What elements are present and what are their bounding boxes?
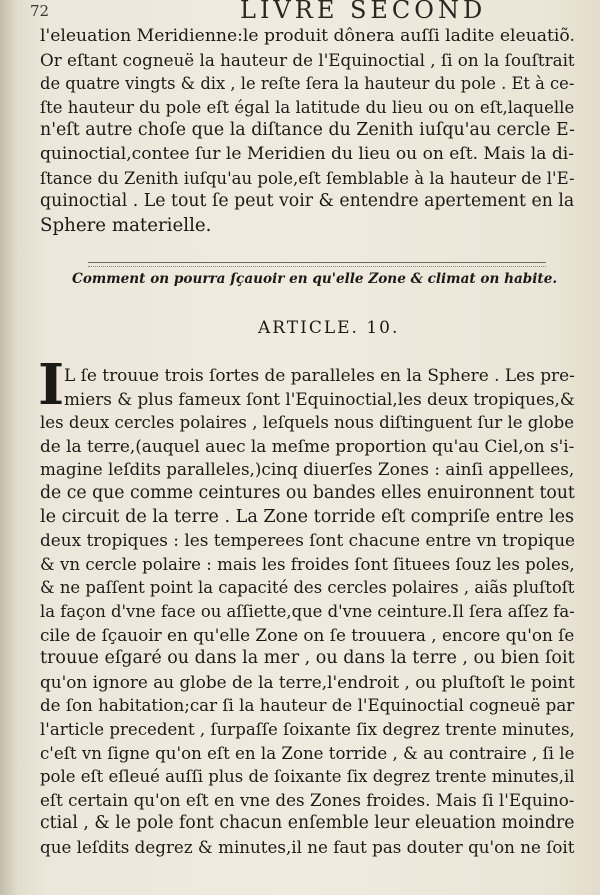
text-line: l'article precedent , ſurpaſſe ſoixante ſix degrez trente minutes,: [40, 719, 575, 739]
text-line: ſtance du Zenith iuſqu'au pole,eſt ſemblable à la hauteur de l'E-: [40, 168, 575, 188]
text-line: de ce que comme ceintures ou bandes elles enuironnent tout: [40, 482, 575, 503]
text-line: miers & plus fameux ſont l'Equinoctial,les deux tropiques,&: [64, 388, 575, 409]
text-line: eſt certain qu'on eſt en vne des Zones froides. Mais ſi l'Equino-: [40, 789, 575, 810]
text-line: le circuit de la terre . La Zone torride eſt compriſe entre les: [40, 506, 575, 527]
text-line: ctial , & le pole font chacun enſemble leur eleuation moindre: [40, 813, 575, 834]
section-divider-dotted: [88, 266, 546, 267]
text-line: qu'on ignore au globe de la terre,l'endroit , ou pluſtoſt le point: [40, 671, 575, 692]
paragraph-2: [40, 364, 580, 859]
text-line: deux tropiques : les temperees ſont chacune entre vn tropique: [40, 530, 576, 551]
section-title: Comment on pourra ſçauoir en qu'elle Zone & climat on habite.: [72, 271, 558, 287]
page-fold-shadow: [0, 0, 18, 895]
page-number: 72: [30, 2, 50, 20]
text-line: n'eſt autre choſe que la diſtance du Zenith iuſqu'au cercle E-: [40, 120, 575, 141]
text-line: de la terre,(auquel auec la meſme proportion qu'au Ciel,on s'i-: [40, 435, 575, 456]
text-line: que leſdits degrez & minutes,il ne faut pas douter qu'on ne ſoit: [40, 836, 575, 857]
text-line: cile de ſçauoir en qu'elle Zone on ſe trouuera , encore qu'on ſe: [40, 624, 575, 645]
text-line: de quatre vingts & dix , le reſte ſera la hauteur du pole . Et à ce-: [40, 74, 575, 94]
text-line: l'eleuation Meridienne:le produit dônera auſſi ladite eleuatiõ.: [40, 26, 575, 46]
text-line: & vn cercle polaire : mais les froides ſont ſituees ſouz les poles,: [40, 554, 575, 574]
section-divider: [88, 262, 546, 263]
text-line: magine leſdits paralleles,)cinq diuerſes Zones : ainſi appellees,: [40, 459, 575, 480]
text-line: c'eſt vn ſigne qu'on eſt en la Zone torride , & au contraire , ſi le: [40, 743, 575, 763]
text-line: de ſon habitation;car ſi la hauteur de l'Equinoctial cogneuë par: [40, 696, 575, 716]
text-line: & ne paſſent point la capacité des cercles polaires , aiãs pluſtoſt: [40, 578, 575, 598]
text-line: quinoctial,contee ſur le Meridien du lieu ou on eſt. Mais la di-: [40, 143, 574, 164]
text-line: pole eſt eſleué auſſi plus de ſoixante ſix degrez trente minutes,il: [40, 767, 575, 787]
text-line: L ſe trouue trois ſortes de paralleles en la Sphere . Les pre-: [64, 365, 575, 385]
text-line: Or eſtant cogneuë la hauteur de l'Equinoctial , ſi on la ſouſtrait: [40, 49, 575, 70]
text-line: quinoctial . Le tout ſe peut voir & entendre apertement en la: [40, 191, 575, 212]
text-line: les deux cercles polaires , leſquels nous diſtinguent ſur le globe: [40, 413, 575, 433]
article-heading: ARTICLE. 10.: [258, 318, 400, 338]
text-line: trouue eſgaré ou dans la mer , ou dans la terre , ou bien ſoit: [40, 648, 575, 669]
drop-cap: I: [38, 352, 65, 418]
text-line: ſte hauteur du pole eſt égal la latitude du lieu ou on eſt,laquelle: [40, 97, 575, 117]
page-header: [0, 0, 600, 28]
running-head: LIVRE SECOND: [240, 0, 487, 24]
paragraph-1: [40, 25, 580, 237]
text-line: la façon d'vne face ou aſſiette,que d'vne ceinture.Il ſera aſſez fa-: [40, 601, 575, 621]
text-line: Sphere materielle.: [40, 214, 212, 236]
